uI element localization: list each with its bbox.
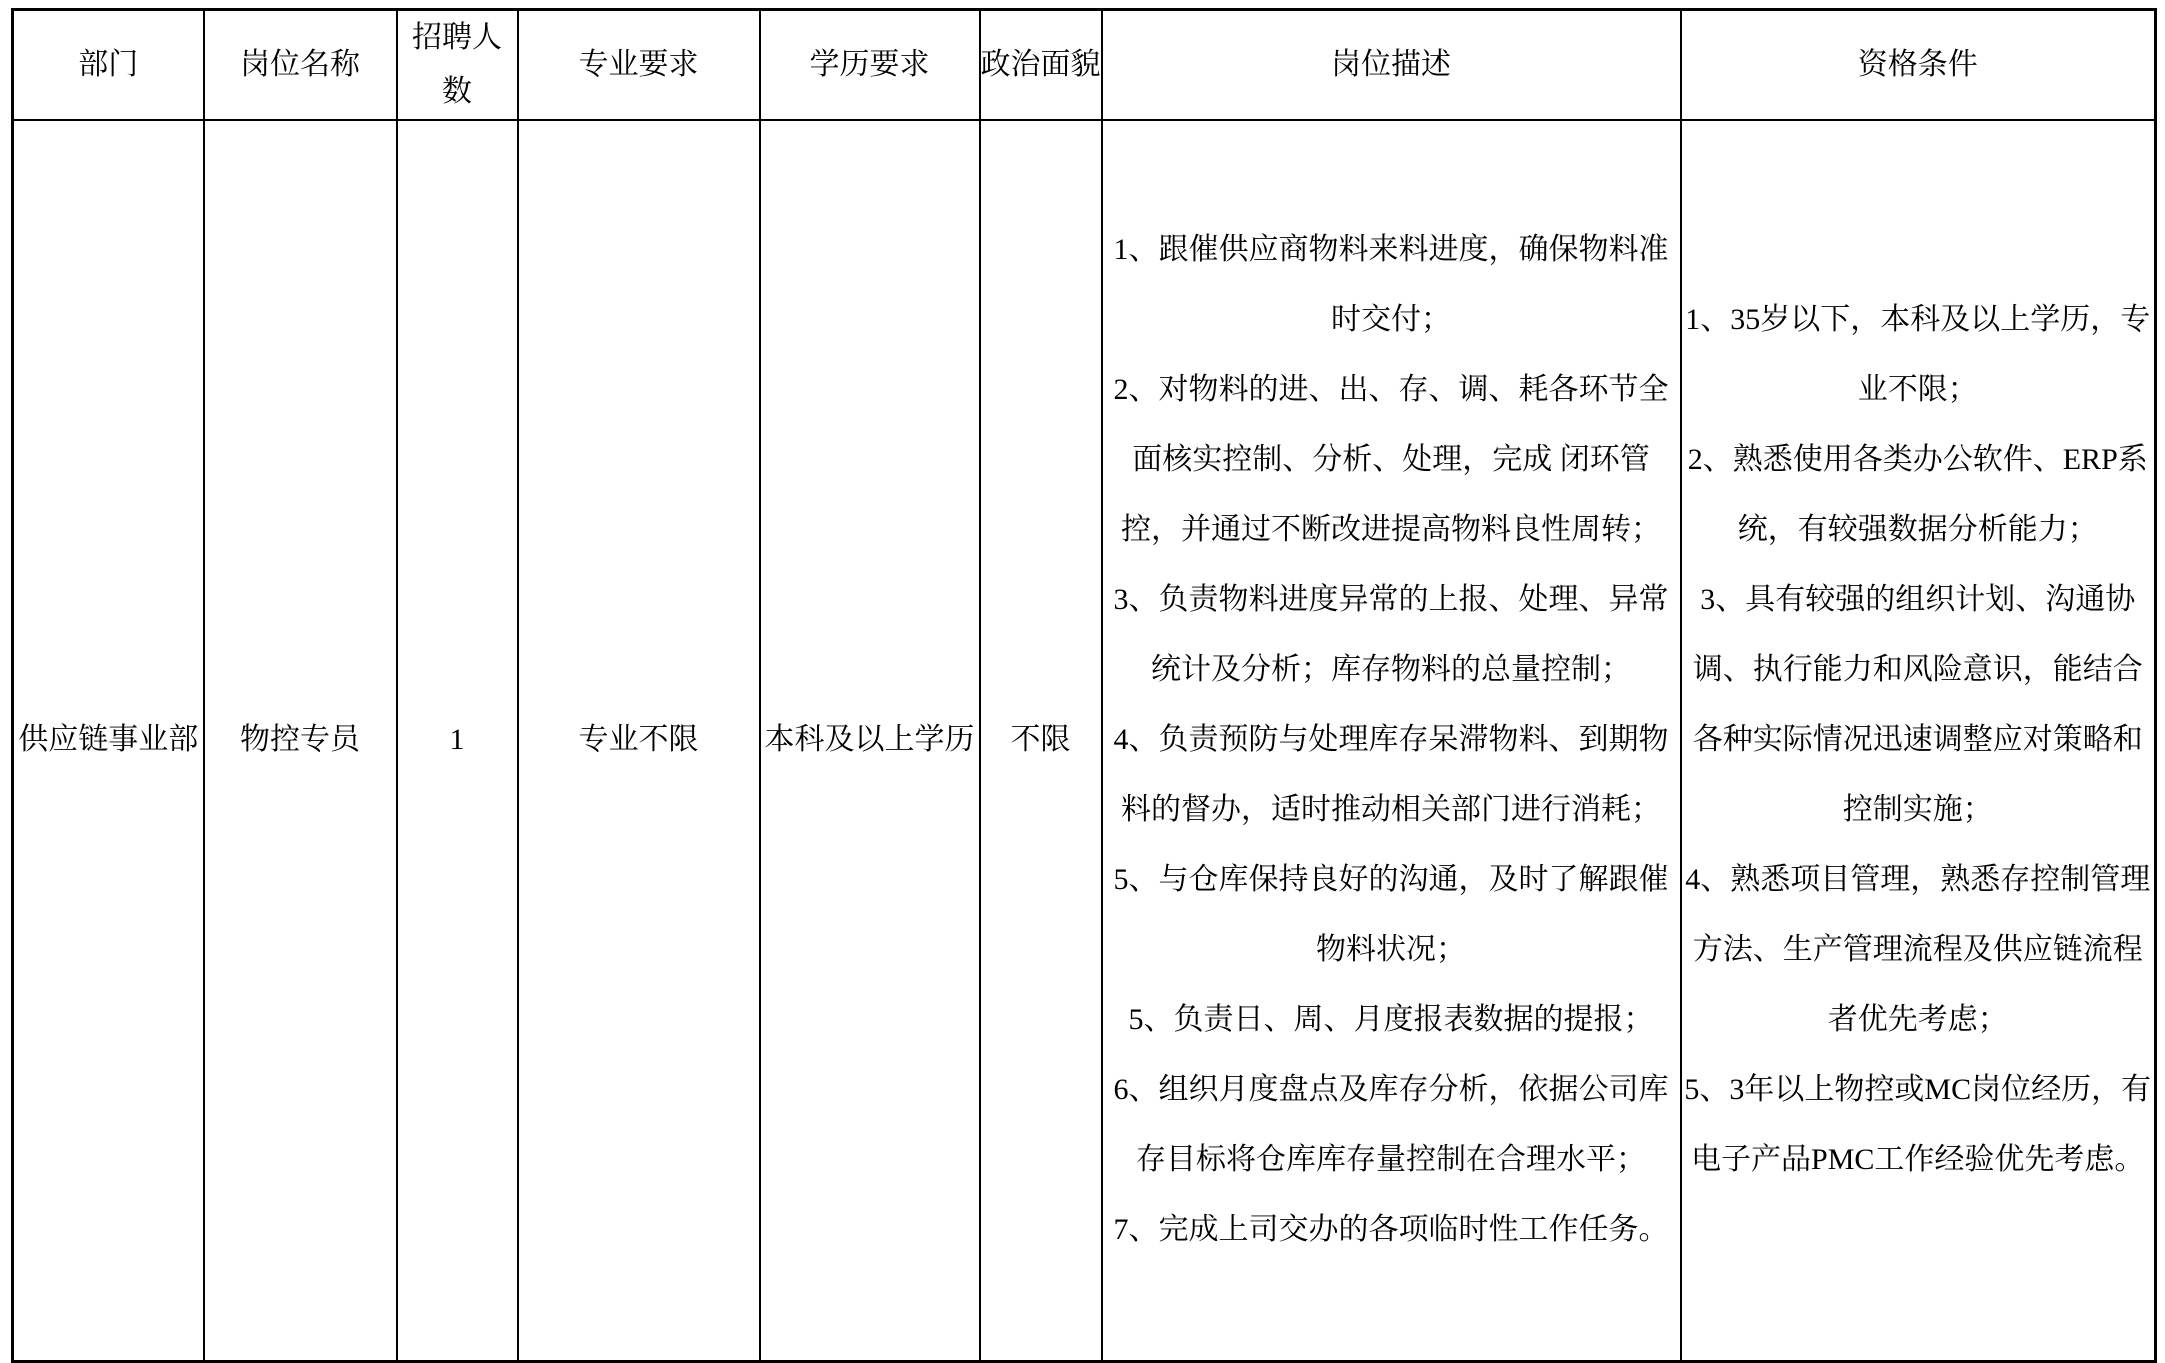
cell-job-description [1102, 120, 1681, 1361]
header-job-description: 岗位描述 [1102, 10, 1681, 121]
job-description-item-5: 5、与仓库保持良好的沟通，及时了解跟催物料状况； [1113, 863, 1669, 967]
job-description-item-4: 4、负责预防与处理库存呆滞物料、到期物料的督办，适时推动相关部门进行消耗； [1113, 723, 1669, 827]
header-position-name: 岗位名称 [204, 10, 397, 121]
qualification-item-5: 5、3年以上物控或MC岗位经历，有电子产品PMC工作经验优先考虑。 [1684, 1073, 2152, 1177]
header-department: 部门 [13, 10, 204, 121]
job-posting-table [11, 8, 2157, 1363]
cell-major-requirement: 专业不限 [518, 120, 760, 1361]
job-description-item-2: 2、对物料的进、出、存、调、耗各环节全面核实控制、分析、处理，完成 闭环管控，并通过不断改进提高物料良性周转； [1113, 373, 1669, 547]
cell-political-status: 不限 [980, 120, 1102, 1361]
job-description-item-7: 6、组织月度盘点及库存分析，依据公司库存目标将仓库库存量控制在合理水平； [1113, 1073, 1669, 1177]
cell-qualifications [1681, 120, 2156, 1361]
header-row [13, 10, 2156, 121]
job-description-item-6: 5、负责日、周、月度报表数据的提报； [1128, 1003, 1654, 1037]
header-qualifications: 资格条件 [1681, 10, 2156, 121]
job-description-item-8: 7、完成上司交办的各项临时性工作任务。 [1113, 1213, 1669, 1247]
header-political-status: 政治面貌 [980, 10, 1102, 121]
qualification-item-2: 2、熟悉使用各类办公软件、ERP系统，有较强数据分析能力； [1687, 443, 2148, 547]
qualification-item-1: 1、35岁以下，本科及以上学历，专业不限； [1685, 303, 2151, 407]
cell-position-name: 物控专员 [204, 120, 397, 1361]
cell-department: 供应链事业部 [13, 120, 204, 1361]
qualification-item-4: 4、熟悉项目管理，熟悉存控制管理方法、生产管理流程及供应链流程者优先考虑； [1685, 863, 2151, 1037]
header-education-requirement: 学历要求 [760, 10, 980, 121]
header-major-requirement: 专业要求 [518, 10, 760, 121]
qualification-item-3: 3、具有较强的组织计划、沟通协调、执行能力和风险意识，能结合各种实际情况迅速调整应对策略和控制实施； [1692, 583, 2143, 827]
table-row [13, 120, 2156, 1361]
cell-headcount: 1 [397, 120, 518, 1361]
job-description-item-1: 1、跟催供应商物料来料进度，确保物料准时交付； [1113, 233, 1669, 337]
job-description-item-3: 3、负责物料进度异常的上报、处理、异常统计及分析；库存物料的总量控制； [1113, 583, 1669, 687]
cell-education-requirement: 本科及以上学历 [760, 120, 980, 1361]
header-headcount: 招聘人数 [397, 10, 518, 121]
